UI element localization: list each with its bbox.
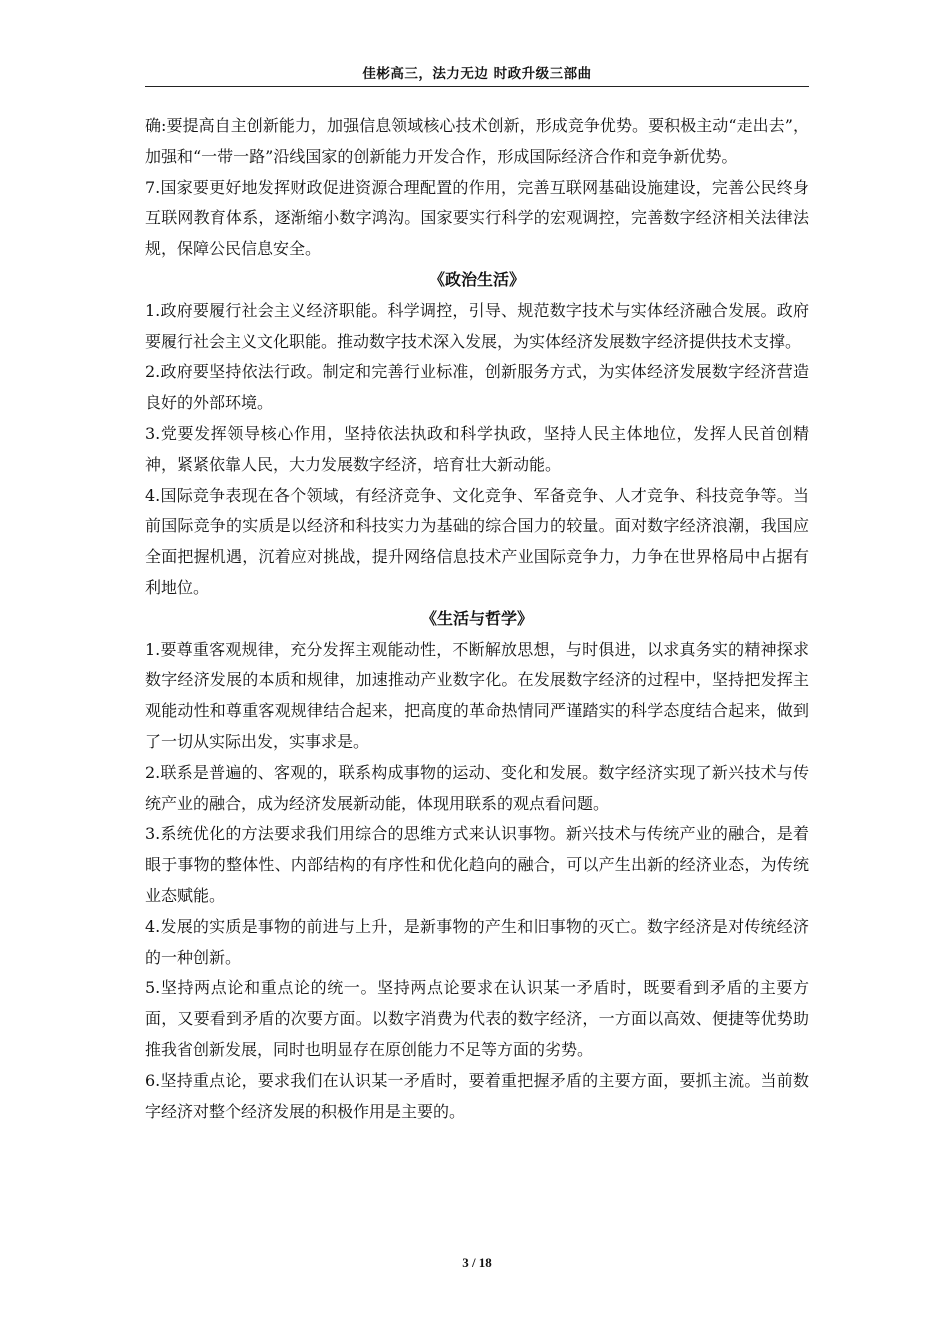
paragraph: 1.政府要履行社会主义经济职能。科学调控，引导、规范数字技术与实体经济融合发展。政府要履行社会主义文化职能。推动数字技术深入发展，为实体经济发展数字经济提供技术支撑。 (145, 300, 809, 351)
running-header: 佳彬高三，法力无边 时政升级三部曲 (362, 66, 592, 82)
paragraph: 5.坚持两点论和重点论的统一。坚持两点论要求在认识某一矛盾时，既要看到矛盾的主要方面，又要看到矛盾的次要方面。以数字消费为代表的数字经济，一方面以高效、便捷等优势助推我省创新发展，同时也明显存在原创能力不足等方面的劣势。 (145, 978, 809, 1059)
paragraph: 2.政府要坚持依法行政。制定和完善行业标准，创新服务方式，为实体经济发展数字经济营造良好的外部环境。 (145, 362, 809, 413)
section-heading: 《生活与哲学》 (420, 608, 533, 628)
paragraph: 3.系统优化的方法要求我们用综合的思维方式来认识事物。新兴技术与传统产业的融合，是着眼于事物的整体性、内部结构的有序性和优化趋向的融合，可以产生出新的经济业态，为传统业态赋能。 (145, 824, 809, 905)
section-heading: 《政治生活》 (428, 269, 525, 289)
paragraph: 2.联系是普遍的、客观的，联系构成事物的运动、变化和发展。数字经济实现了新兴技术与传统产业的融合，成为经济发展新动能，体现用联系的观点看问题。 (145, 762, 809, 813)
paragraph: 6.坚持重点论，要求我们在认识某一矛盾时，要着重把握矛盾的主要方面，要抓主流。当前数字经济对整个经济发展的积极作用是主要的。 (145, 1070, 809, 1121)
paragraph: 确:要提高自主创新能力，加强信息领域核心技术创新，形成竞争优势。要积极主动“走出去”，加强和“一带一路”沿线国家的创新能力开发合作，形成国际经济合作和竞争新优势。 (145, 116, 809, 166)
paragraph: 7.国家要更好地发挥财政促进资源合理配置的作用，完善互联网基础设施建设，完善公民终身互联网教育体系，逐渐缩小数字鸿沟。国家要实行科学的宏观调控，完善数字经济相关法律法规，保障公民信息安全。 (145, 177, 809, 259)
paragraph: 3.党要发挥领导核心作用，坚持依法执政和科学执政，坚持人民主体地位，发挥人民首创精神，紧紧依靠人民，大力发展数字经济，培育壮大新动能。 (145, 423, 809, 474)
paragraph: 1.要尊重客观规律，充分发挥主观能动性，不断解放思想，与时俱进，以求真务实的精神探求数字经济发展的本质和规律，加速推动产业数字化。在发展数字经济的过程中，坚持把发挥主观能动性和尊重客观规律结合起来，把高度的革命热情同严谨踏实的科学态度结合起来，做到了一切从实际出发，实事求是。 (145, 639, 809, 751)
paragraph: 4.发展的实质是事物的前进与上升，是新事物的产生和旧事物的灭亡。数字经济是对传统经济的一种创新。 (145, 916, 809, 967)
header-rule (145, 86, 809, 87)
paragraph: 4.国际竞争表现在各个领域，有经济竞争、文化竞争、军备竞争、人才竞争、科技竞争等。当前国际竞争的实质是以经济和科技实力为基础的综合国力的较量。面对数字经济浪潮，我国应全面把握机遇，沉着应对挑战，提升网络信息技术产业国际竞争力，力争在世界格局中占据有利地位。 (145, 485, 809, 597)
body-content (145, 111, 809, 1127)
page-number: 3 / 18 (462, 1255, 492, 1270)
